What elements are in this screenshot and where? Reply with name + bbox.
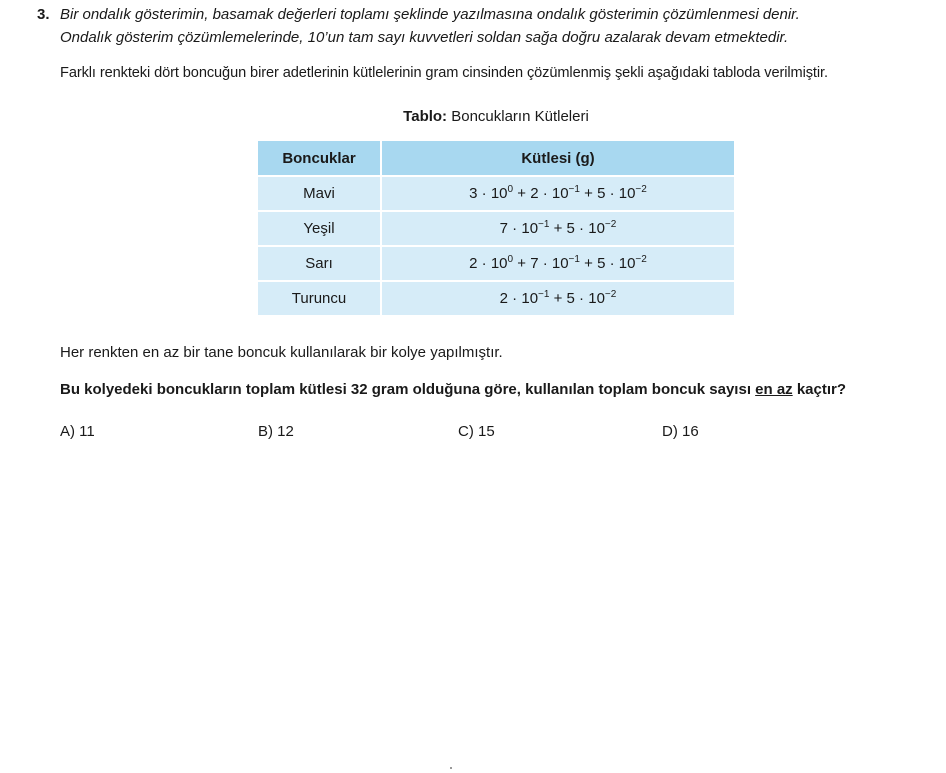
question-text-end: kaçtır? [792, 381, 847, 398]
question-text-start: Bu kolyedeki boncukların toplam kütlesi 32 gram olduğuna göre, kullanılan toplam boncuk sayısı [60, 381, 756, 398]
term-exponent: −2 [604, 219, 617, 230]
bead-name-cell: Sarı [257, 246, 381, 281]
table-caption-label: Tablo: [403, 108, 448, 125]
bead-name-cell: Yeşil [257, 211, 381, 246]
term-exponent: −1 [538, 289, 550, 300]
header-mass: Kütlesi (g) [381, 140, 735, 176]
choice-b[interactable]: B) 12 [258, 423, 294, 440]
bead-name-cell: Mavi [257, 176, 381, 211]
term-coefficient: 5 [597, 255, 606, 272]
bead-mass-expression: $2 \cdot 10^0 + 7 \cdot 10^{-1} + 5 \cdot 10^{-2}$ [381, 246, 735, 281]
term-exponent: 0 [507, 254, 514, 265]
term-exponent: −1 [568, 254, 580, 265]
choice-a[interactable]: A) 11 [60, 423, 95, 440]
bead-mass-table [256, 139, 736, 317]
term-coefficient: 7 [530, 255, 539, 272]
term-coefficient: 2 [530, 185, 539, 202]
table-caption [0, 108, 946, 125]
bead-mass-expression: $7 \cdot 10^{-1} + 5 \cdot 10^{-2}$ [381, 211, 735, 246]
term-coefficient: 2 [469, 255, 478, 272]
table-row [257, 211, 735, 246]
intro-line-1: Bir ondalık gösterimin, basamak değerleri toplamı şeklinde yazılmasına ondalık gösterimin çözümlenmesi denir. [60, 6, 800, 23]
question-emphasis: en az [755, 381, 793, 398]
intro-line-2: Ondalık gösterim çözümlemelerinde, 10’un tam sayı kuvvetleri soldan sağa doğru azalarak devam etmektedir. [60, 29, 789, 46]
bead-mass-expression: $3 \cdot 10^0 + 2 \cdot 10^{-1} + 5 \cdot 10^{-2}$ [381, 176, 735, 211]
term-exponent: −1 [568, 184, 580, 195]
bead-name-cell: Turuncu [257, 281, 381, 316]
term-coefficient: 5 [597, 185, 606, 202]
term-coefficient: 2 [499, 290, 509, 307]
term-coefficient: 3 [469, 185, 478, 202]
term-coefficient: 7 [499, 220, 509, 237]
choice-c[interactable]: C) 15 [458, 423, 495, 440]
term-coefficient: 5 [566, 220, 575, 237]
table-row [257, 176, 735, 211]
question-text [60, 381, 846, 398]
table-caption-text: Boncukların Kütleleri [447, 108, 589, 125]
table-row [257, 246, 735, 281]
term-coefficient: 5 [566, 290, 575, 307]
necklace-statement: Her renkten en az bir tane boncuk kullanılarak bir kolye yapılmıştır. [60, 344, 503, 361]
term-exponent: −2 [635, 254, 647, 265]
table-header-row [257, 140, 735, 176]
term-exponent: 0 [507, 184, 514, 195]
table-row [257, 281, 735, 316]
header-beads: Boncuklar [257, 140, 381, 176]
bead-mass-expression: $2 \cdot 10^{-1} + 5 \cdot 10^{-2}$ [381, 281, 735, 316]
term-exponent: −2 [635, 184, 647, 195]
term-exponent: −2 [604, 289, 617, 300]
page-dot [450, 767, 452, 769]
question-number: 3. [37, 6, 50, 23]
term-exponent: −1 [538, 219, 550, 230]
table-description: Farklı renkteki dört boncuğun birer adetlerinin kütlelerinin gram cinsinden çözümlenmiş şekli aşağıdaki tabloda verilmiştir. [60, 65, 828, 81]
choice-d[interactable]: D) 16 [662, 423, 699, 440]
